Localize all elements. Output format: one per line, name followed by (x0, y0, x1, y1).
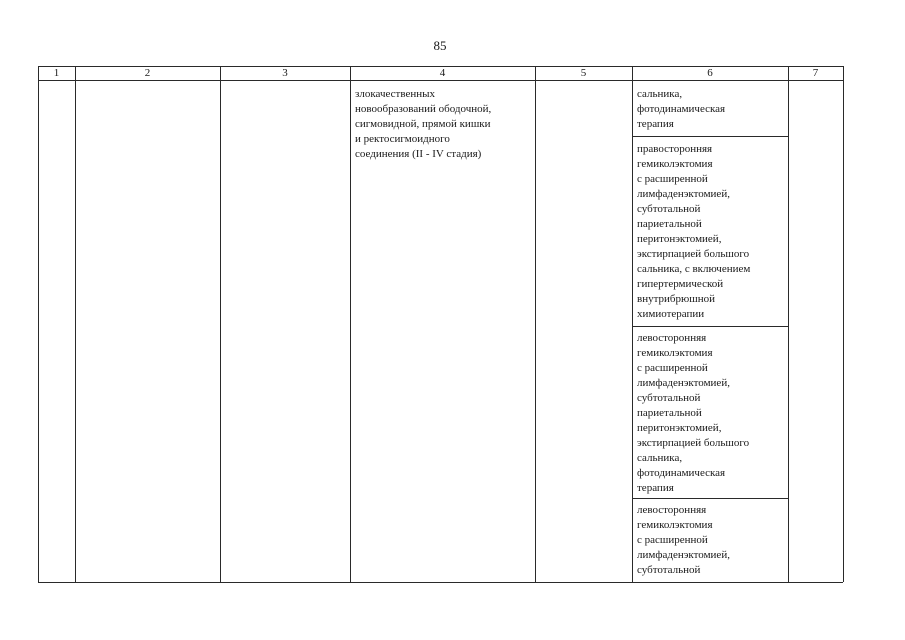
column-header-7: 7 (812, 67, 819, 79)
column-header-6: 6 (707, 67, 713, 79)
page-number: 85 (433, 38, 447, 53)
column-border (75, 66, 76, 582)
column-border (843, 66, 844, 582)
column-border (535, 66, 536, 582)
cell-divider (632, 326, 788, 327)
column6-cell-2: правосторонняя гемиколэктомия с расширенной лимфаденэктомией, субтотальной париетальной перитонэктомией, экстирпацией большого сальника, с включением гипертермической внутрибрюшной химиотерапии (637, 143, 751, 320)
column-border (350, 66, 351, 582)
column-header-2: 2 (144, 67, 151, 79)
column-border (38, 66, 39, 582)
column-border (788, 66, 789, 582)
cell-divider (632, 498, 788, 499)
column-header-1: 1 (53, 67, 60, 79)
table-bottom-border (38, 582, 843, 583)
column-header-5: 5 (580, 67, 587, 79)
column-border (632, 66, 633, 582)
column-header-3: 3 (282, 67, 288, 79)
column-header-4: 4 (439, 67, 446, 79)
column6-cell-4: левосторонняя гемиколэктомия с расширенной лимфаденэктомией, субтотальной (637, 504, 730, 576)
column4-diagnosis-text: злокачественных новообразований ободочной, сигмовидной, прямой кишки и ректосигмоидного соединения (II - IV стадия) (355, 88, 492, 160)
column6-cell-1: сальника, фотодинамическая терапия (637, 88, 726, 130)
cell-divider (632, 136, 788, 137)
column-border (220, 66, 221, 582)
column6-cell-3: левосторонняя гемиколэктомия с расширенной лимфаденэктомией, субтотальной париетальной перитонэктомией, экстирпацией большого сальника, фотодинамическая терапия (637, 332, 750, 494)
header-bottom-border (38, 80, 843, 81)
